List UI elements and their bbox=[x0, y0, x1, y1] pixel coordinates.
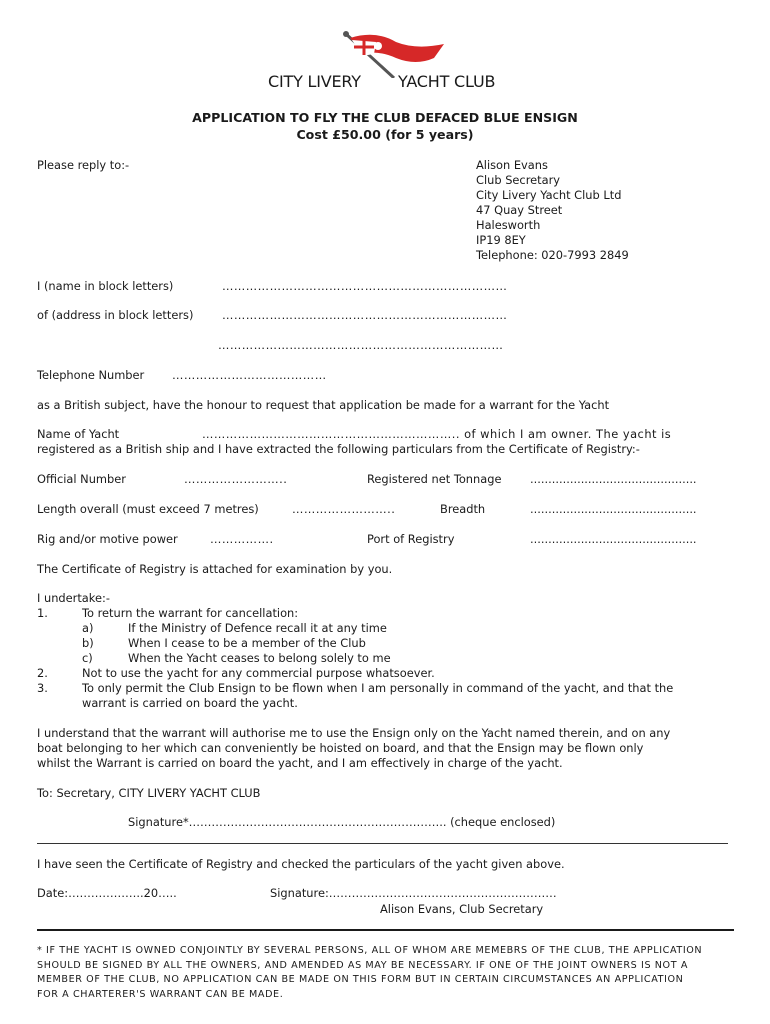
address-line: 47 Quay Street bbox=[476, 203, 563, 217]
list-number: 3. bbox=[37, 681, 48, 695]
undertake-heading: I undertake:- bbox=[37, 591, 110, 605]
sub-list-item: When I cease to be a member of the Club bbox=[128, 636, 366, 650]
british-subject-text: as a British subject, have the honour to request that application be made for a warrant for the Yacht bbox=[37, 398, 610, 412]
address-line: Halesworth bbox=[476, 218, 541, 232]
footnote-line: MEMBER OF THE CLUB, NO APPLICATION CAN BE MADE ON THIS FORM BUT IN CERTAIN CIRCUMSTANCES AN APPLICATION bbox=[37, 974, 684, 985]
reply-address bbox=[476, 158, 629, 263]
reply-label: Please reply to:- bbox=[37, 158, 130, 172]
secretary-statement: I have seen the Certificate of Registry and checked the particulars of the yacht given above. bbox=[37, 857, 565, 871]
official-number-field[interactable]: …………………….. bbox=[184, 472, 288, 486]
breadth-field[interactable]: .............................................. bbox=[530, 502, 697, 516]
secretary-signature-field[interactable]: Signature:…………………………………………………… bbox=[270, 886, 557, 900]
address-field-line2[interactable]: ……………………………………………………………… bbox=[218, 338, 504, 352]
footnote-line: FOR A CHARTERER'S WARRANT CAN BE MADE. bbox=[37, 988, 284, 1000]
understand-paragraph-line: whilst the Warrant is carried on board the yacht, and I am effectively in charge of the yacht. bbox=[37, 756, 563, 770]
footnote-divider bbox=[37, 929, 734, 931]
port-field[interactable]: .............................................. bbox=[530, 532, 697, 546]
applicant-signature-field[interactable]: Signature*………………………………………………………….. (cheque enclosed) bbox=[128, 815, 556, 829]
footnote-line: SHOULD BE SIGNED BY ALL THE OWNERS, AND AMENDED AS MAY BE NECESSARY. IF ONE OF THE JOINT OWNERS IS NOT A bbox=[37, 959, 688, 971]
list-item: Not to use the yacht for any commercial purpose whatsoever. bbox=[82, 666, 435, 680]
divider bbox=[37, 843, 728, 844]
tonnage-label: Registered net Tonnage bbox=[367, 472, 502, 486]
tonnage-field[interactable]: .............................................. bbox=[530, 472, 697, 486]
address-label: of (address in block letters) bbox=[37, 308, 194, 322]
address-field[interactable]: ……………………………………………………………… bbox=[222, 308, 508, 322]
understand-paragraph-line: I understand that the warrant will authorise me to use the Ensign only on the Yacht named therein, and on any bbox=[37, 726, 671, 740]
list-item-continued: warrant is carried on board the yacht. bbox=[82, 696, 298, 710]
secretary-name: Alison Evans, Club Secretary bbox=[380, 902, 544, 916]
official-number-label: Official Number bbox=[37, 472, 126, 486]
footnote bbox=[37, 944, 737, 1002]
length-field[interactable]: …………………….. bbox=[292, 502, 396, 516]
phone-label: Telephone Number bbox=[37, 368, 145, 382]
name-field[interactable]: ……………………………………………………………… bbox=[222, 279, 508, 293]
understand-paragraph-line: boat belonging to her which can conveniently be hoisted on board, and that the Ensign may be flown only bbox=[37, 741, 644, 755]
rig-field[interactable]: ……………. bbox=[210, 532, 274, 546]
address-line: IP19 8EY bbox=[476, 233, 526, 247]
address-line: City Livery Yacht Club Ltd bbox=[476, 188, 622, 202]
footnote-line: * IF THE YACHT IS OWNED CONJOINTLY BY SEVERAL PERSONS, ALL OF WHOM ARE MEMEBRS OF THE CLUB, THE APPLICATION bbox=[37, 945, 703, 956]
logo-text-left: CITY LIVERY bbox=[268, 72, 361, 91]
sub-list-letter: a) bbox=[82, 621, 94, 635]
rig-label: Rig and/or motive power bbox=[37, 532, 178, 546]
sub-list-letter: b) bbox=[82, 636, 94, 650]
address-line: Telephone: 020-7993 2849 bbox=[476, 248, 629, 262]
sub-list-item: If the Ministry of Defence recall it at any time bbox=[128, 621, 387, 635]
certificate-text: The Certificate of Registry is attached for examination by you. bbox=[37, 562, 393, 576]
phone-field[interactable]: ………………………………… bbox=[172, 368, 327, 382]
address-line: Alison Evans bbox=[476, 158, 548, 172]
port-label: Port of Registry bbox=[367, 532, 455, 546]
cost-subtitle: Cost £50.00 (for 5 years) bbox=[296, 127, 474, 142]
sub-list-item: When the Yacht ceases to belong solely to me bbox=[128, 651, 391, 665]
list-number: 1. bbox=[37, 606, 48, 620]
page-title: APPLICATION TO FLY THE CLUB DEFACED BLUE ENSIGN bbox=[192, 110, 578, 125]
logo-text-right: YACHT CLUB bbox=[398, 72, 496, 91]
address-line: Club Secretary bbox=[476, 173, 561, 187]
breadth-label: Breadth bbox=[440, 502, 486, 516]
name-label: I (name in block letters) bbox=[37, 279, 174, 293]
length-label: Length overall (must exceed 7 metres) bbox=[37, 502, 259, 516]
date-field[interactable]: Date:………………..20….. bbox=[37, 886, 177, 900]
yacht-name-field[interactable]: ……………………………………………………….. of which I am owner. The yacht is bbox=[202, 427, 672, 441]
list-number: 2. bbox=[37, 666, 48, 680]
to-secretary-line: To: Secretary, CITY LIVERY YACHT CLUB bbox=[37, 786, 261, 800]
list-item: To return the warrant for cancellation: bbox=[82, 606, 299, 620]
yacht-name-label: Name of Yacht bbox=[37, 427, 120, 441]
club-flag-logo-icon bbox=[266, 28, 466, 78]
list-item: To only permit the Club Ensign to be flown when I am personally in command of the yacht, and that the bbox=[82, 681, 674, 695]
sub-list-letter: c) bbox=[82, 651, 93, 665]
registry-text: registered as a British ship and I have extracted the following particulars from the Certificate of Registry:- bbox=[37, 442, 640, 456]
